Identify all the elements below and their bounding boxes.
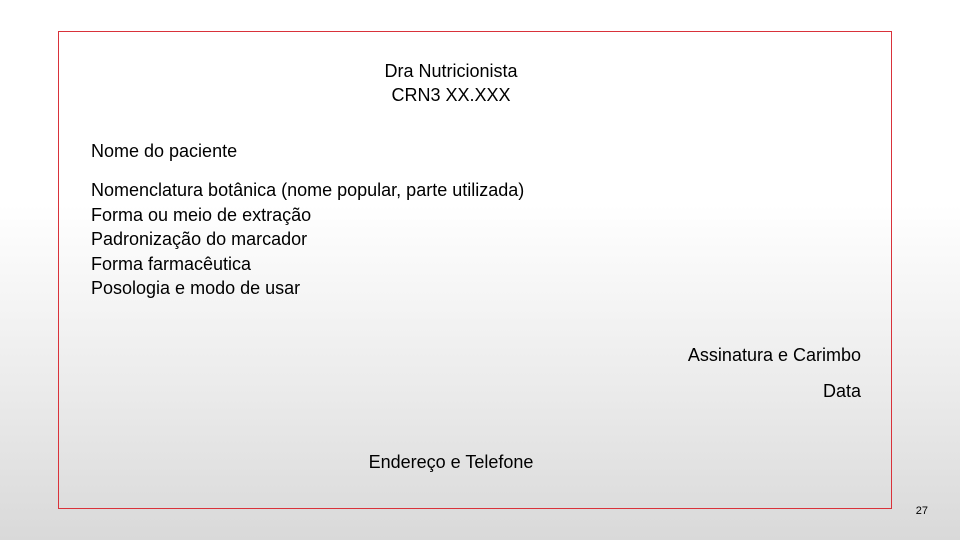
prescription-item-marker: Padronização do marcador xyxy=(91,229,308,249)
page-number: 27 xyxy=(915,505,928,517)
date-label: Data xyxy=(822,381,861,401)
prescription-item-dosage: Posologia e modo de usar xyxy=(91,278,301,298)
doctor-title: Dra Nutricionista xyxy=(384,61,518,81)
signature-label: Assinatura e Carimbo xyxy=(687,345,861,365)
prescription-item-pharma-form: Forma farmacêutica xyxy=(91,253,252,274)
prescription-header xyxy=(300,59,602,107)
address-label: Endereço e Telefone xyxy=(368,452,534,472)
doctor-registration: CRN3 XX.XXX xyxy=(391,85,511,105)
prescription-items-list xyxy=(91,178,524,301)
prescription-item-extraction: Forma ou meio de extração xyxy=(91,204,312,225)
prescription-item-botanical-name: Nomenclatura botânica (nome popular, parte utilizada) xyxy=(91,180,525,200)
patient-name-label: Nome do paciente xyxy=(91,141,238,161)
